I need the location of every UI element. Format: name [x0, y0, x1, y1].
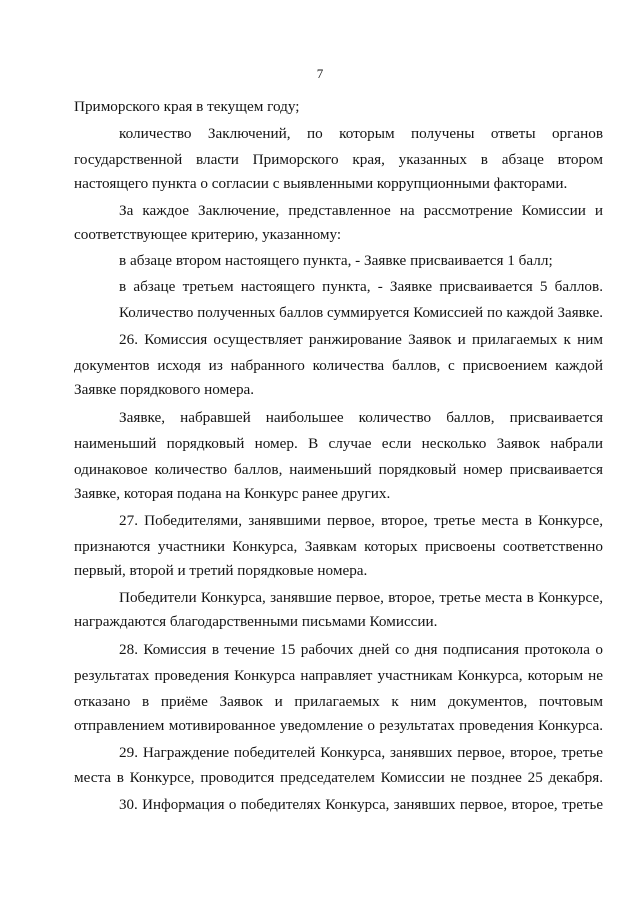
text-line: одинаковое количество баллов, наименьший порядковый номер присваивается [74, 461, 603, 478]
text-line: Приморского края в текущем году; [74, 98, 300, 115]
text-line: наименьший порядковый номер. В случае если несколько Заявок набрали [74, 435, 603, 452]
text-line: количество Заключений, по которым получены ответы органов [119, 125, 603, 142]
text-line: Заявке, набравшей наибольшее количество баллов, присваивается [119, 409, 603, 426]
text-line: За каждое Заключение, представленное на рассмотрение Комиссии и [119, 202, 603, 219]
text-line: документов исходя из набранного количества баллов, с присвоением каждой [74, 357, 603, 374]
text-line: результатах проведения Конкурса направляет участникам Конкурса, которым не [74, 667, 603, 684]
text-line: Количество полученных баллов суммируется Комиссией по каждой Заявке. [119, 305, 603, 321]
text-line: Победители Конкурса, занявшие первое, второе, третье места в Конкурсе, [119, 589, 603, 606]
text-line: настоящего пункта о согласии с выявленными коррупционными факторами. [74, 175, 568, 192]
text-line: награждаются благодарственными письмами Комиссии. [74, 613, 438, 630]
text-line: в абзаце третьем настоящего пункта, - Заявке присваивается 5 баллов. [119, 278, 603, 295]
text-line: 27. Победителями, занявшими первое, второе, третье места в Конкурсе, [119, 512, 603, 529]
text-line: Заявке порядкового номера. [74, 381, 255, 398]
text-line: в абзаце втором настоящего пункта, - Заявке присваивается 1 балл; [119, 252, 553, 269]
text-line: отказано в приёме Заявок и прилагаемых к ним документов, почтовым [74, 693, 603, 710]
text-line: признаются участники Конкурса, Заявкам которых присвоены соответственно [74, 538, 603, 555]
text-line: Заявке, которая подана на Конкурс ранее других. [74, 485, 391, 502]
text-line: 30. Информация о победителях Конкурса, занявших первое, второе, третье [119, 797, 603, 813]
text-line: соответствующее критерию, указанному: [74, 226, 342, 243]
text-line: места в Конкурсе, проводится председателем Комиссии не позднее 25 декабря. [74, 769, 603, 786]
text-line: отправлением мотивированное уведомление о результатах проведения Конкурса. [74, 717, 603, 734]
text-line: 26. Комиссия осуществляет ранжирование Заявок и прилагаемых к ним [119, 331, 603, 348]
text-line: 28. Комиссия в течение 15 рабочих дней со дня подписания протокола о [119, 641, 603, 658]
page-number: 7 [316, 66, 324, 81]
text-line: первый, второй и третий порядковые номера. [74, 562, 368, 579]
text-line: государственной власти Приморского края, указанных в абзаце втором [74, 151, 603, 168]
text-line: 29. Награждение победителей Конкурса, занявших первое, второе, третье [119, 744, 603, 761]
